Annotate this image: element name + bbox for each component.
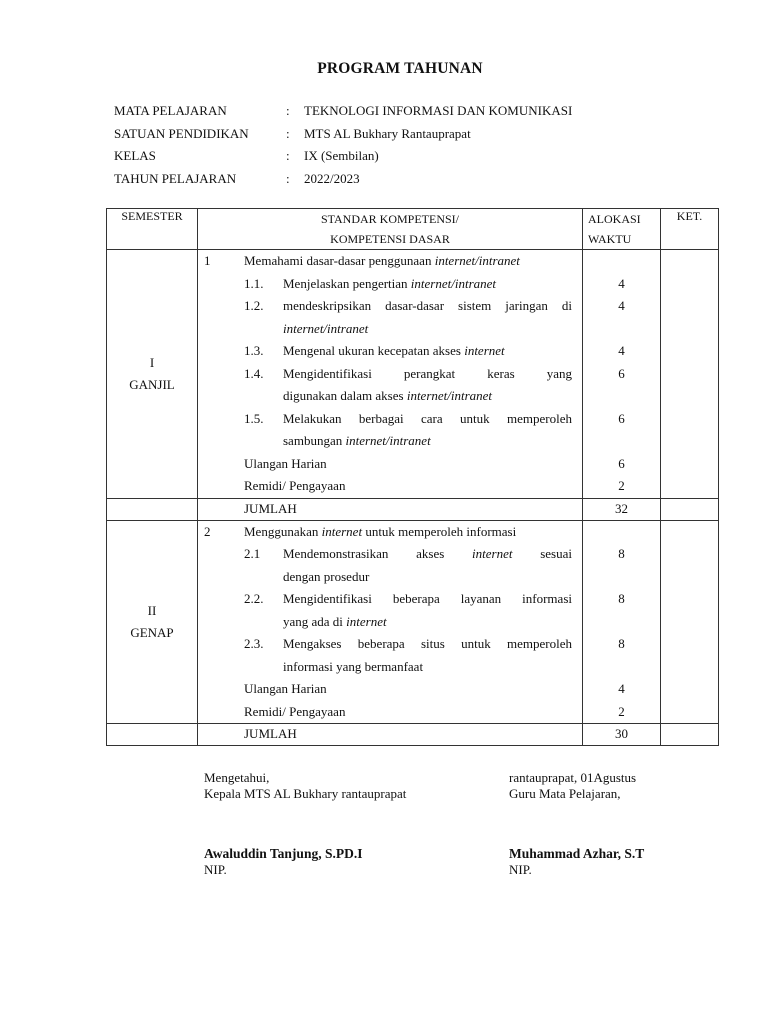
kd-text: mendeskripsikan dasar-dasar sistem jaringan di: [283, 298, 572, 313]
signature-left: [204, 770, 406, 878]
remidi-label: Remidi/ Pengayaan: [244, 703, 346, 719]
info-row-class: [114, 145, 572, 168]
info-label: KELAS: [114, 148, 156, 163]
info-label: SATUAN PENDIDIKAN: [114, 125, 249, 141]
kd-cont-b: internet/intranet: [345, 433, 431, 448]
remidi-label: Remidi/ Pengayaan: [244, 478, 346, 493]
sign-right-line1: rantauprapat, 01Agustus: [509, 770, 637, 785]
ulangan-1-line: [198, 453, 582, 476]
info-label: TAHUN PELAJARAN: [114, 170, 237, 186]
kd-number: 1.5.: [244, 410, 264, 426]
waktu-value: 8: [618, 636, 625, 651]
jumlah-1-label-cell: [198, 498, 583, 520]
sk-text-a: Menggunakan: [244, 523, 322, 539]
kd-1-2-line: [198, 295, 582, 318]
sk-text-b: internet: [321, 523, 363, 539]
waktu-empty: [583, 566, 660, 589]
waktu-empty: [583, 656, 660, 679]
jumlah-2-value: 30: [583, 724, 661, 746]
waktu-value: 4: [618, 275, 625, 291]
kd-text-c: sesuai: [512, 546, 572, 561]
kd-1-5-cont: [198, 430, 582, 453]
kd-text: [283, 543, 572, 566]
sign-left-line1: Mengetahui,: [204, 770, 270, 785]
jumlah-2-label-cell: [198, 724, 583, 746]
sk-text: [244, 250, 520, 273]
sign-left-name: Awaluddin Tanjung, S.PD.I: [204, 846, 363, 861]
kd-1-1-line: [198, 273, 582, 296]
kd-2-1-cont: [198, 566, 582, 589]
waktu-empty: [583, 611, 660, 634]
info-row-year: [114, 168, 572, 191]
waktu-value: 8: [618, 546, 625, 561]
sign-left-line2: Kepala MTS AL Bukhary rantauprapat: [204, 786, 407, 801]
colon: :: [286, 125, 290, 141]
semester-2-waktu: [583, 520, 661, 724]
kd-2-1-line: [198, 543, 582, 566]
semester-2-row: [107, 520, 719, 724]
semester-1-waktu: [583, 250, 661, 499]
kd-text-a: Mendemonstrasikan akses: [283, 546, 473, 561]
waktu-value: 8: [618, 591, 625, 606]
kd-number: 2.1: [244, 546, 261, 561]
jumlah-1-value: 32: [583, 498, 661, 520]
header-alokasi-waktu: [583, 209, 661, 250]
info-value: 2022/2023: [304, 170, 360, 186]
jumlah-1-empty: [107, 498, 198, 520]
kd-cont-b: internet/intranet: [406, 388, 493, 403]
semester-2-name: GENAP: [130, 624, 174, 640]
sign-right-name: Muhammad Azhar, S.T: [509, 846, 645, 861]
waktu-empty: [583, 250, 660, 273]
kd-number: 2.3.: [244, 636, 264, 651]
page-title: PROGRAM TAHUNAN: [317, 60, 483, 77]
waktu-value: 2: [618, 478, 625, 493]
sk-1-line: [198, 250, 582, 273]
header-standar-kompetensi: [198, 209, 583, 250]
kd-text: [283, 273, 496, 296]
kd-1-2-cont: [198, 318, 582, 341]
jumlah-2-ket: [661, 724, 719, 746]
waktu-value: 4: [618, 681, 625, 696]
header-alokasi-line1: ALOKASI: [588, 212, 641, 226]
kd-text-cont: [283, 318, 368, 341]
kd-2-2-line: [198, 588, 582, 611]
kd-text: Mengidentifikasi perangkat keras yang: [283, 365, 572, 381]
sk-text-b: internet/intranet: [434, 253, 520, 268]
sign-right-nip: NIP.: [509, 862, 532, 877]
sk-text: [244, 521, 516, 544]
kd-text: Mengidentifikasi beberapa layanan informasi: [283, 591, 572, 606]
kd-text: Melakukan berbagai cara untuk memperoleh: [283, 410, 572, 426]
semester-2-roman: II: [147, 602, 157, 618]
waktu-value: 6: [618, 410, 625, 426]
header-alokasi-line2: WAKTU: [588, 232, 632, 246]
program-table: [106, 208, 719, 746]
info-value: TEKNOLOGI INFORMASI DAN KOMUNIKASI: [304, 103, 573, 118]
header-ket: KET.: [661, 209, 719, 250]
sk-2-line: [198, 521, 582, 544]
remidi-1-line: [198, 475, 582, 498]
kd-number: 1.1.: [244, 275, 264, 291]
jumlah-2-empty: [107, 724, 198, 746]
kd-1-5-line: [198, 408, 582, 431]
semester-2-content: [198, 520, 583, 724]
waktu-value: 4: [618, 298, 625, 313]
kd-number: 1.3.: [244, 343, 264, 358]
waktu-value: 4: [618, 343, 625, 358]
kd-1-4-line: [198, 363, 582, 386]
waktu-empty: [583, 385, 660, 408]
kd-cont-a: yang ada di: [283, 613, 347, 629]
info-label: MATA PELAJARAN: [114, 103, 227, 118]
kd-number: 2.2.: [244, 591, 264, 606]
semester-1-cell: [107, 250, 198, 499]
kd-2-3-cont: [198, 656, 582, 679]
colon: :: [286, 148, 290, 163]
kd-2-3-line: [198, 633, 582, 656]
jumlah-2-row: [107, 724, 719, 746]
info-row-subject: [114, 100, 572, 123]
kd-2-2-cont: [198, 611, 582, 634]
kd-cont-a: digunakan dalam akses: [283, 388, 407, 403]
jumlah-label: JUMLAH: [244, 726, 297, 741]
sk-number: 1: [204, 253, 211, 268]
semester-1-row: [107, 250, 719, 499]
kd-text-cont: dengan prosedur: [283, 568, 370, 584]
kd-text: [283, 340, 505, 363]
waktu-empty: [583, 318, 660, 341]
semester-2-cell: [107, 520, 198, 724]
signature-right: [509, 770, 644, 878]
info-value: IX (Sembilan): [304, 148, 379, 163]
kd-number: 1.2.: [244, 298, 264, 313]
sk-text-c: untuk memperoleh informasi: [362, 523, 517, 539]
header-semester: SEMESTER: [107, 209, 198, 250]
jumlah-1-ket: [661, 498, 719, 520]
kd-text: Mengakses beberapa situs untuk memperoleh: [283, 636, 572, 651]
kd-cont-a: sambungan: [283, 433, 346, 448]
info-row-school: [114, 123, 572, 146]
kd-text-b: internet/intranet: [410, 275, 497, 291]
semester-1-name: GANJIL: [129, 376, 175, 392]
ulangan-label: Ulangan Harian: [244, 455, 327, 471]
kd-1-3-line: [198, 340, 582, 363]
kd-text-a: Menjelaskan pengertian: [283, 275, 411, 291]
colon: :: [286, 170, 290, 186]
waktu-value: 6: [618, 455, 625, 471]
waktu-empty: [583, 521, 660, 544]
kd-text-cont: [283, 430, 431, 453]
kd-cont-b: internet: [346, 613, 387, 629]
ulangan-2-line: [198, 678, 582, 701]
kd-text-cont: informasi yang bermanfaat: [283, 658, 424, 674]
kd-cont-b: internet/intranet: [283, 320, 369, 336]
kd-text-b: internet: [464, 343, 505, 358]
semester-1-roman: I: [149, 354, 155, 370]
sk-text-a: Memahami dasar-dasar penggunaan: [244, 253, 435, 268]
sign-right-line2: Guru Mata Pelajaran,: [509, 786, 621, 801]
jumlah-1-row: [107, 498, 719, 520]
jumlah-label: JUMLAH: [244, 500, 297, 516]
table-header-row: [107, 209, 719, 250]
semester-2-ket: [661, 520, 719, 724]
waktu-value: 2: [618, 703, 625, 719]
waktu-empty: [583, 430, 660, 453]
kd-text-cont: [283, 385, 492, 408]
kd-text-b: internet: [472, 546, 513, 561]
sk-number: 2: [204, 523, 211, 539]
kd-1-4-cont: [198, 385, 582, 408]
colon: :: [286, 103, 290, 118]
info-block: [114, 100, 572, 190]
semester-1-ket: [661, 250, 719, 499]
kd-text-a: Mengenal ukuran kecepatan akses: [283, 343, 465, 358]
kd-number: 1.4.: [244, 365, 264, 381]
header-sk-line1: STANDAR KOMPETENSI/: [320, 212, 460, 226]
kd-text-cont: [283, 611, 387, 634]
ulangan-label: Ulangan Harian: [244, 681, 327, 696]
sign-left-nip: NIP.: [204, 862, 227, 877]
waktu-value: 6: [618, 365, 625, 381]
info-value: MTS AL Bukhary Rantauprapat: [304, 125, 471, 141]
remidi-2-line: [198, 701, 582, 724]
semester-1-content: [198, 250, 583, 499]
header-sk-line2: KOMPETENSI DASAR: [330, 232, 450, 246]
